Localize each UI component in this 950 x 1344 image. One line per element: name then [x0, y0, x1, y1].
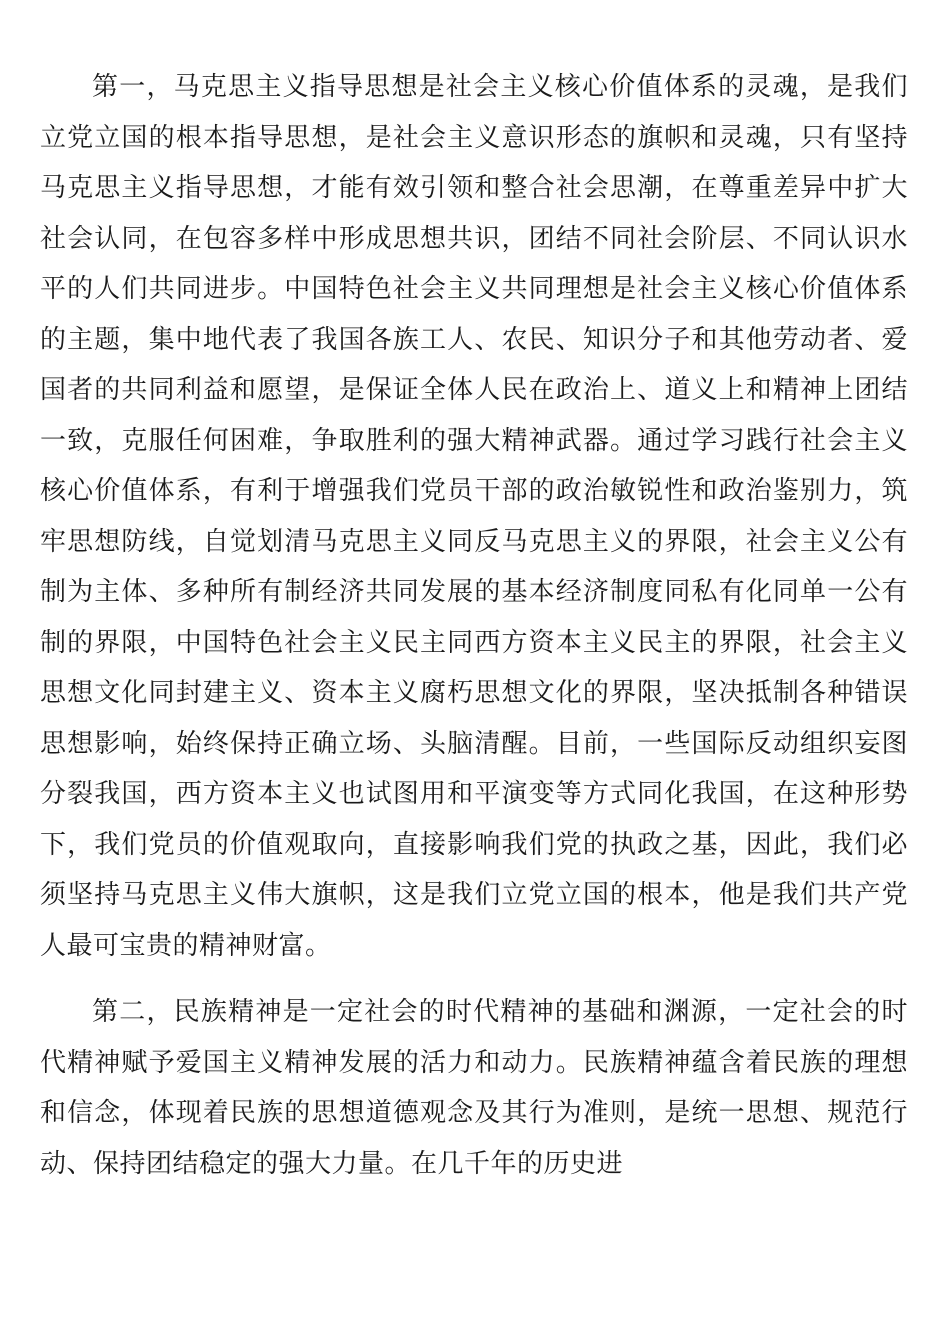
document-page: [40, 62, 908, 1189]
paragraph-first: 第一，马克思主义指导思想是社会主义核心价值体系的灵魂，是我们立党立国的根本指导思想，是社会主义意识形态的旗帜和灵魂，只有坚持马克思主义指导思想，才能有效引领和整合社会思潮，在尊重差异中扩大社会认同，在包容多样中形成思想共识，团结不同社会阶层、不同认识水平的人们共同进步。中国特色社会主义共同理想是社会主义核心价值体系的主题，集中地代表了我国各族工人、农民、知识分子和其他劳动者、爱国者的共同利益和愿望，是保证全体人民在政治上、道义上和精神上团结一致，克服任何困难，争取胜利的强大精神武器。通过学习践行社会主义核心价值体系，有利于增强我们党员干部的政治敏锐性和政治鉴别力，筑牢思想防线，自觉划清马克思主义同反马克思主义的界限，社会主义公有制为主体、多种所有制经济共同发展的基本经济制度同私有化同单一公有制的界限，中国特色社会主义民主同西方资本主义民主的界限，社会主义思想文化同封建主义、资本主义腐朽思想文化的界限，坚决抵制各种错误思想影响，始终保持正确立场、头脑清醒。目前，一些国际反动组织妄图分裂我国，西方资本主义也试图用和平演变等方式同化我国，在这种形势下，我们党员的价值观取向，直接影响我们党的执政之基，因此，我们必须坚持马克思主义伟大旗帜，这是我们立党立国的根本，他是我们共产党人最可宝贵的精神财富。: [40, 72, 908, 961]
paragraph-second: 第二，民族精神是一定社会的时代精神的基础和渊源，一定社会的时代精神赋予爱国主义精神发展的活力和动力。民族精神蕴含着民族的理想和信念，体现着民族的思想道德观念及其行为准则，是统一思想、规范行动、保持团结稳定的强大力量。在几千年的历史进: [40, 997, 908, 1179]
